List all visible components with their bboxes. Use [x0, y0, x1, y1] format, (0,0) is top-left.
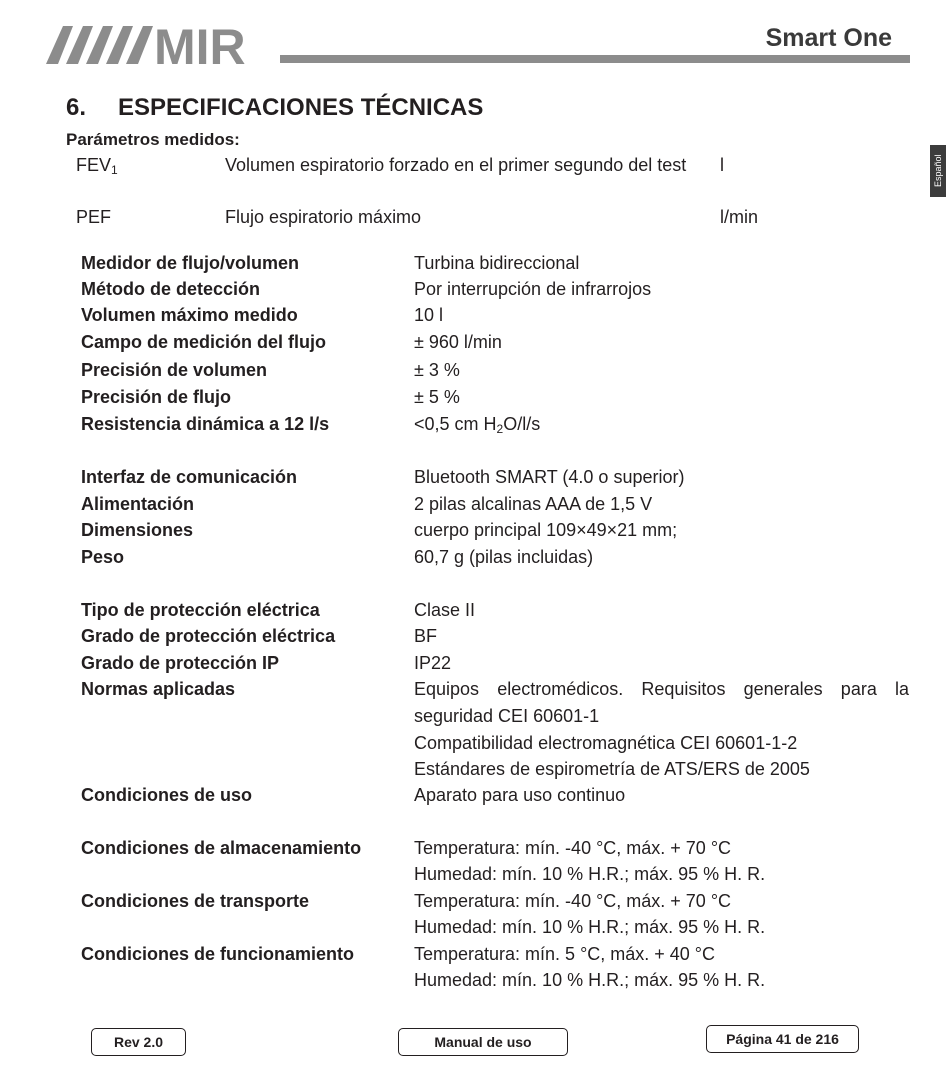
spec-label-operation: Condiciones de funcionamiento — [81, 944, 355, 964]
param-description-fev1: Volumen espiratorio forzado en el primer segundo del test — [225, 155, 687, 175]
spec-label-flow-accuracy: Precisión de flujo — [81, 387, 232, 407]
spec-value-use-conditions: Aparato para uso continuo — [414, 785, 626, 805]
mir-logo — [46, 18, 286, 68]
resistance-value-unit: O/l/s — [503, 414, 541, 434]
spec-value-standard-3: Estándares de espirometría de ATS/ERS de 2005 — [414, 759, 810, 779]
spec-label-power: Alimentación — [81, 494, 195, 514]
spec-value-power: 2 pilas alcalinas AAA de 1,5 V — [414, 494, 653, 514]
spec-value-flow-accuracy: ± 5 % — [414, 387, 460, 407]
product-name: Smart One — [765, 24, 892, 52]
spec-value-ip-degree: IP22 — [414, 653, 452, 673]
spec-label-flow-range: Campo de medición del flujo — [81, 332, 327, 352]
footer-revision: Rev 2.0 — [91, 1028, 186, 1056]
spec-label-resistance: Resistencia dinámica a 12 l/s — [81, 414, 330, 434]
param-symbol-subscript: 1 — [111, 163, 118, 177]
footer-page-number: Página 41 de 216 — [706, 1025, 859, 1053]
spec-label-storage: Condiciones de almacenamiento — [81, 838, 362, 858]
spec-value-max-volume: 10 l — [414, 305, 444, 325]
param-symbol-fev1 — [76, 152, 118, 178]
spec-label-detection: Método de detección — [81, 279, 261, 299]
spec-value-protection-type: Clase II — [414, 600, 476, 620]
spec-label-ip-degree: Grado de protección IP — [81, 653, 280, 673]
spec-value-storage-temperature: Temperatura: mín. -40 °C, máx. + 70 °C — [414, 838, 732, 858]
footer-manual: Manual de uso — [398, 1028, 568, 1056]
spec-label-protection-degree: Grado de protección eléctrica — [81, 626, 336, 646]
spec-label-interface: Interfaz de comunicación — [81, 467, 298, 487]
param-description-pef: Flujo espiratorio máximo — [225, 207, 422, 227]
spec-value-operation-temperature: Temperatura: mín. 5 °C, máx. + 40 °C — [414, 944, 716, 964]
spec-label-flow-meter: Medidor de flujo/volumen — [81, 253, 300, 273]
param-symbol-text: FEV — [76, 155, 112, 175]
spec-label-protection-type: Tipo de protección eléctrica — [81, 600, 320, 620]
param-symbol-pef: PEF — [76, 207, 112, 227]
header-rule — [280, 55, 910, 63]
section-number: 6. — [66, 94, 87, 121]
spec-value-resistance — [414, 411, 909, 438]
spec-value-detection: Por interrupción de infrarrojos — [414, 279, 652, 299]
spec-value-storage-humidity: Humedad: mín. 10 % H.R.; máx. 95 % H. R. — [414, 864, 766, 884]
param-unit-pef: l/min — [720, 207, 759, 227]
spec-value-flow-range: ± 960 l/min — [414, 332, 502, 352]
spec-label-transport: Condiciones de transporte — [81, 891, 310, 911]
spec-value-volume-accuracy: ± 3 % — [414, 360, 460, 380]
spec-label-weight: Peso — [81, 547, 125, 567]
spec-label-dimensions: Dimensiones — [81, 520, 194, 540]
spec-label-standards: Normas aplicadas — [81, 679, 236, 699]
brand-text: MIR — [154, 19, 246, 68]
language-tab[interactable]: Español — [930, 145, 946, 197]
spec-value-standard-1: Equipos electromédicos. Requisitos generales para la seguridad CEI 60601-1 — [414, 679, 909, 726]
spec-value-interface: Bluetooth SMART (4.0 o superior) — [414, 467, 685, 487]
section-title — [66, 94, 483, 122]
spec-value-standard-2: Compatibilidad electromagnética CEI 60601-1-2 — [414, 733, 798, 753]
resistance-value-main: <0,5 cm H — [414, 414, 497, 434]
spec-value-flow-meter: Turbina bidireccional — [414, 253, 580, 273]
spec-label-use-conditions: Condiciones de uso — [81, 785, 253, 805]
param-unit-fev1: l — [720, 155, 724, 175]
spec-value-weight: 60,7 g (pilas incluidas) — [414, 547, 594, 567]
section-title-text: ESPECIFICACIONES TÉCNICAS — [118, 94, 484, 121]
resistance-value-subscript: 2 — [496, 422, 504, 436]
spec-value-transport-temperature: Temperatura: mín. -40 °C, máx. + 70 °C — [414, 891, 732, 911]
spec-value-operation-humidity: Humedad: mín. 10 % H.R.; máx. 95 % H. R. — [414, 970, 766, 990]
measured-parameters-heading: Parámetros medidos: — [66, 130, 240, 149]
spec-value-dimensions: cuerpo principal 109×49×21 mm; — [414, 520, 678, 540]
spec-value-transport-humidity: Humedad: mín. 10 % H.R.; máx. 95 % H. R. — [414, 917, 766, 937]
spec-label-volume-accuracy: Precisión de volumen — [81, 360, 268, 380]
spec-value-protection-degree: BF — [414, 626, 438, 646]
spec-label-max-volume: Volumen máximo medido — [81, 305, 298, 325]
